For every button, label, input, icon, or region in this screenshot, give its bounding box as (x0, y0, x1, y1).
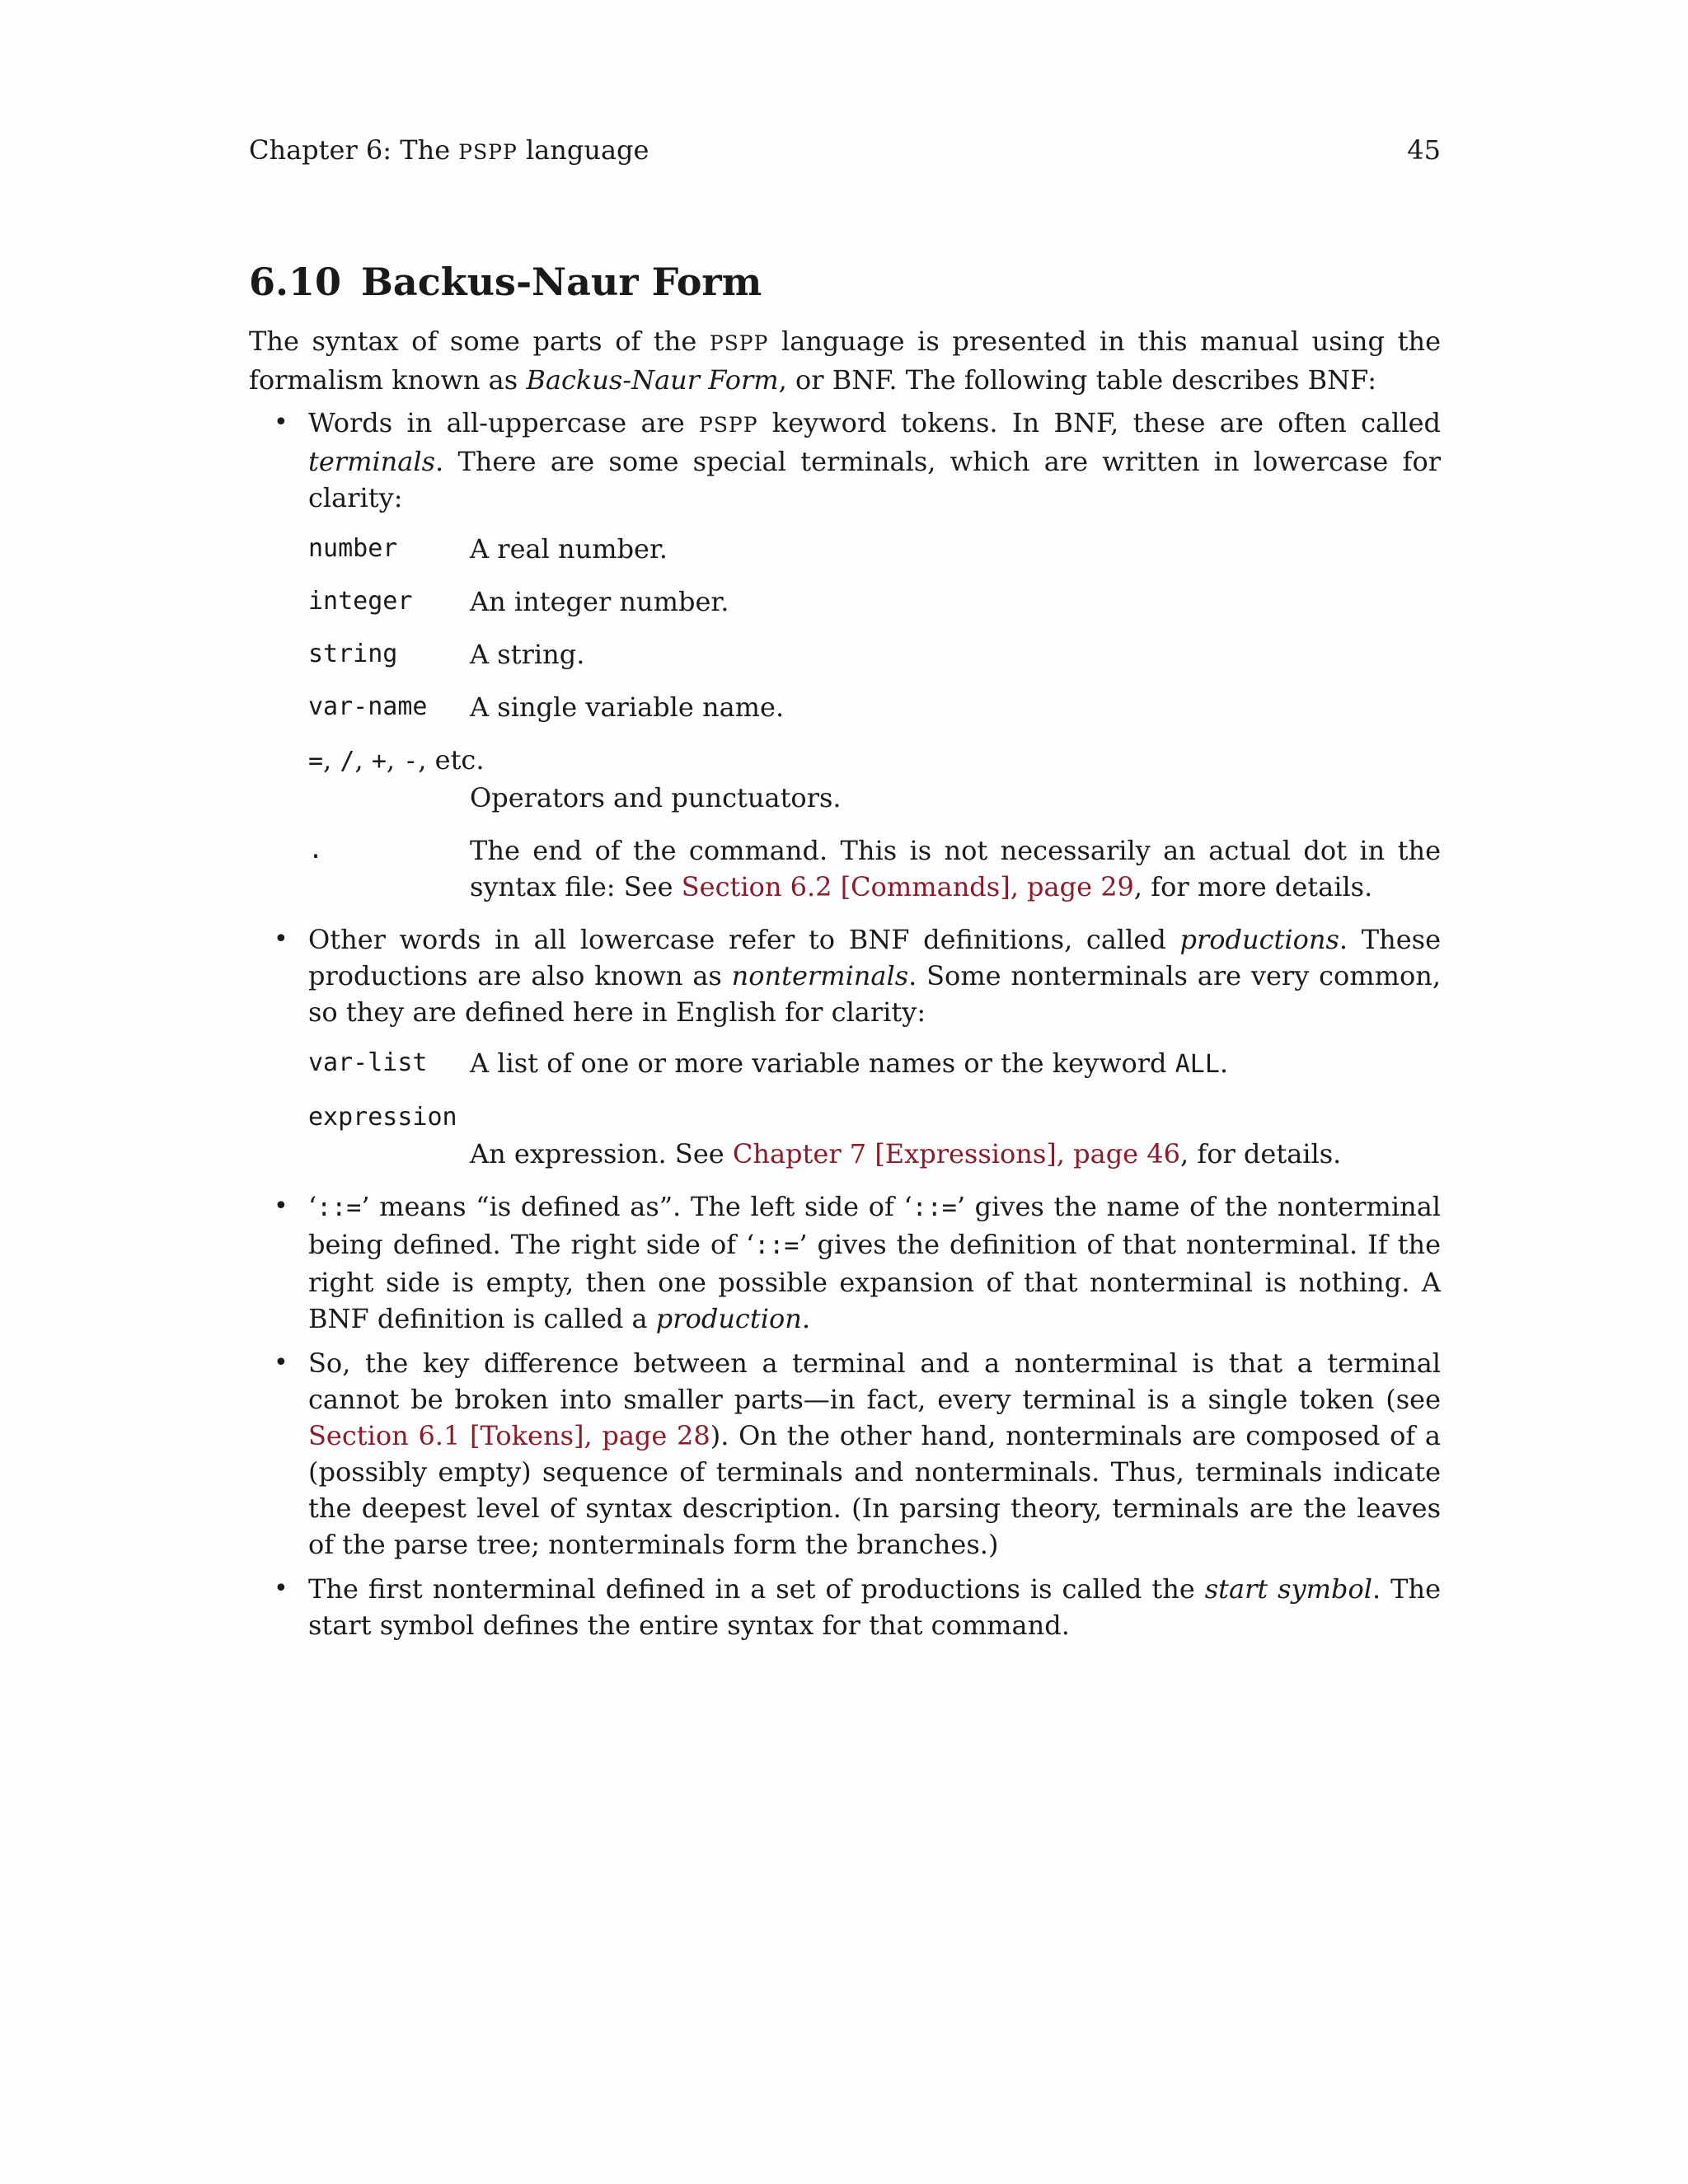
emphasis: terminals (308, 446, 436, 477)
definition-description: A real number. (470, 533, 668, 565)
page-number: 45 (1407, 134, 1441, 166)
definition-description: A single variable name. (470, 691, 785, 723)
text: . There are some special terminals, which are written in lowercase for clarity: (308, 446, 1441, 513)
bnf-rules-list (249, 405, 1441, 1643)
text: , for more details. (1133, 871, 1373, 902)
code: ::= (316, 1193, 362, 1222)
text: gives the definition of that nonterminal. If the right side is empty, then one possible expansion of that nonterminal is nothing. A BNF definition is called a (308, 1229, 1442, 1334)
section-number: 6.10 (249, 260, 342, 304)
operator-symbol: + (371, 747, 387, 776)
definition-entry (308, 531, 1441, 567)
text: gives the name of the nonterminal being defined. The right side of (308, 1191, 1442, 1260)
section-title-text: Backus-Naur Form (361, 260, 762, 304)
operator-symbol: / (340, 747, 355, 776)
text: The first nonterminal defined in a set of productions is called the (308, 1573, 1205, 1605)
definition-description (470, 1136, 1441, 1172)
quote: ‘ (308, 1191, 317, 1222)
bullet-icon: • (274, 1192, 288, 1221)
list-item-text (308, 1571, 1441, 1643)
text: A list of one or more variable names or the keyword (470, 1047, 1175, 1079)
definition-term: string (308, 640, 398, 668)
pspp-smallcaps: PSPP (699, 413, 758, 437)
operators-term (308, 742, 1441, 780)
definition-entry (308, 689, 1441, 725)
emphasis: productions (1179, 924, 1339, 955)
operator-symbol: = (308, 747, 324, 776)
definition-description: A string. (470, 639, 585, 670)
definition-description: Operators and punctuators. (470, 782, 842, 813)
bullet-icon: • (274, 925, 288, 954)
keyword: ALL (1175, 1050, 1220, 1079)
definition-term: var-name (308, 692, 428, 721)
separator: , (323, 744, 340, 776)
text: language is presented in this manual using the formalism known as (249, 326, 1442, 396)
definition-description: An integer number. (470, 586, 729, 617)
terminals-definition-list (308, 531, 1441, 905)
text: . (1219, 1047, 1229, 1079)
chapter-heading (249, 132, 649, 171)
emphasis: Backus-Naur Form (526, 364, 779, 396)
definition-term: . (308, 836, 324, 865)
definition-term: integer (308, 587, 413, 616)
section-title (249, 257, 762, 307)
separator: , (354, 744, 372, 776)
definition-entry-dot (308, 832, 1441, 905)
code: ::= (754, 1231, 799, 1260)
text: An expression. See (470, 1138, 733, 1169)
separator: , (386, 744, 404, 776)
commands-section-link[interactable]: Section 6.2 [Commands], page 29 (681, 871, 1134, 902)
text: . The start symbol defines the entire syntax for that command. (308, 1573, 1442, 1641)
list-item-text (308, 405, 1441, 516)
list-item-text (308, 1188, 1441, 1337)
text: . (801, 1303, 810, 1334)
text: . These productions are also known as (308, 924, 1442, 991)
definition-description (470, 832, 1441, 905)
bullet-icon: • (274, 1574, 288, 1603)
text: So, the key difference between a terminal and a nonterminal is that a terminal cannot be broken into smaller parts—in fact, every terminal is a single token (see (308, 1347, 1441, 1415)
text: keyword tokens. In BNF, these are often called (757, 407, 1441, 438)
emphasis: nonterminals (731, 960, 909, 991)
list-item (249, 405, 1441, 905)
definition-term: var-list (308, 1048, 428, 1077)
definition-entry (308, 636, 1441, 673)
text: The syntax of some parts of the (249, 326, 710, 357)
pspp-smallcaps: PSPP (709, 331, 769, 355)
intro-paragraph (249, 323, 1441, 398)
bullet-icon: • (274, 408, 288, 437)
bullet-icon: • (274, 1348, 288, 1377)
quote: ’ (956, 1191, 966, 1222)
definition-term: number (308, 534, 398, 563)
list-item-text (308, 921, 1441, 1030)
operator-symbol: - (403, 747, 419, 776)
text: Words in all-uppercase are (308, 407, 700, 438)
text: means “is defined as”. The left side of (369, 1191, 904, 1222)
text: , or BNF. The following table describes BNF: (778, 364, 1376, 396)
definition-entry (308, 1045, 1441, 1083)
list-item (249, 921, 1441, 1172)
definition-entry-expression (308, 1099, 1441, 1172)
tokens-section-link[interactable]: Section 6.1 [Tokens], page 28 (308, 1420, 710, 1451)
emphasis: production (655, 1303, 802, 1334)
text: Other words in all lowercase refer to BNF definitions, called (308, 924, 1180, 955)
chapter-prefix: Chapter 6: The (249, 134, 459, 166)
text: . Some nonterminals are very common, so they are defined here in English for clarity: (308, 960, 1442, 1028)
definition-entry (308, 583, 1441, 620)
quote: ‘ (903, 1191, 912, 1222)
separator: , etc. (418, 744, 485, 776)
list-item (249, 1188, 1441, 1337)
nonterminals-definition-list (308, 1045, 1441, 1172)
definition-entry-operators (308, 742, 1441, 816)
pspp-smallcaps: PSPP (458, 140, 518, 164)
expressions-chapter-link[interactable]: Chapter 7 [Expressions], page 46 (732, 1138, 1180, 1169)
definition-term: expression (308, 1103, 457, 1132)
emphasis: start symbol (1204, 1573, 1372, 1605)
text: , for details. (1180, 1138, 1342, 1169)
quote: ‘ (746, 1229, 755, 1260)
text: The end of the command. This is not necessarily an actual dot in the syntax file: See (470, 835, 1441, 902)
quote: ’ (361, 1191, 370, 1222)
list-item (249, 1345, 1441, 1563)
chapter-suffix: language (517, 134, 649, 166)
text: ). On the other hand, nonterminals are composed of a (possibly empty) sequence of terminals and nonterminals. Thus, terminals indicate the deepest level of syntax description. (In parsing theory, terminals are the leaves of the parse tree; nonterminals form the branches.) (308, 1420, 1442, 1560)
definition-description (470, 1045, 1441, 1083)
list-item (249, 1571, 1441, 1643)
code: ::= (912, 1193, 957, 1222)
section-body (249, 323, 1441, 1652)
quote: ’ (799, 1229, 808, 1260)
list-item-text (308, 1345, 1441, 1563)
